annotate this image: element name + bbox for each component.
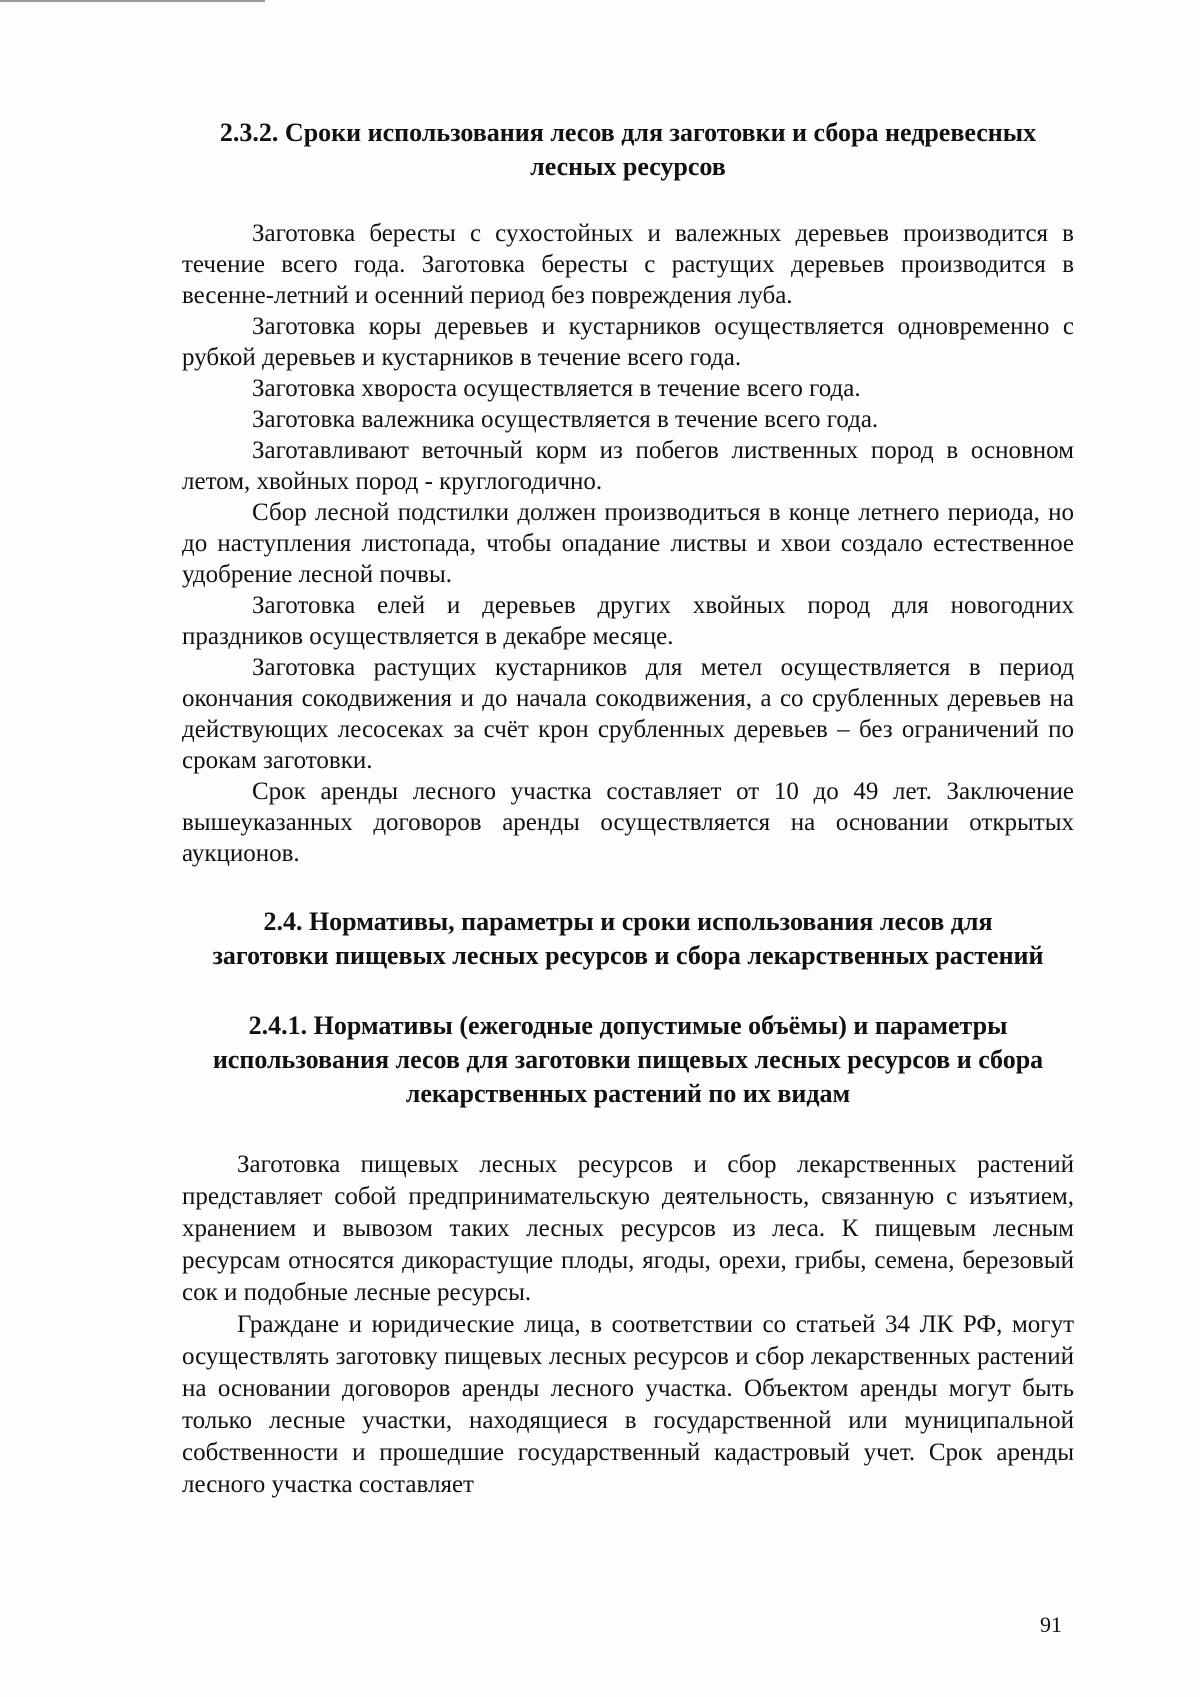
heading-2-4: 2.4. Нормативы, параметры и сроки использования лесов для заготовки пищевых лесных ресурсов и сбора лекарственных растений [212,907,1044,970]
paragraph: Граждане и юридические лица, в соответствии со статьей 34 ЛК РФ, могут осуществлять заготовку пищевых лесных ресурсов и сбор лекарственных растений на основании договоров аренды лесного участка. Объектом аренды могут быть только лесные участки, находящиеся в государственной или муниципальной собственности и прошедшие государственный кадастровый учет. Срок аренды лесного участка составляет [182,1311,1074,1498]
paragraph: Заготавливают веточный корм из побегов лиственных пород в основном летом, хвойных пород - круглогодично. [182,437,1074,495]
section-2-3-2-body [182,218,1074,869]
paragraph: Заготовка пищевых лесных ресурсов и сбор лекарственных растений представляет собой предпринимательскую деятельность, связанную с изъятием, хранением и вывозом таких лесных ресурсов из леса. К пищевым лесным ресурсам относятся дикорастущие плоды, ягоды, орехи, грибы, семена, березовый сок и подобные лесные ресурсы. [182,1151,1074,1306]
heading-2-4-1: 2.4.1. Нормативы (ежегодные допустимые объёмы) и параметры использования лесов для заготовки пищевых лесных ресурсов и сбора лекарственных растений по их видам [212,1011,1044,1108]
paragraph: Заготовка елей и деревьев других хвойных пород для новогодних праздников осуществляется в декабре месяце. [182,592,1074,650]
section-2-4-1-body [182,1149,1074,1501]
paragraph: Заготовка коры деревьев и кустарников осуществляется одновременно с рубкой деревьев и кустарников в течение всего года. [182,313,1074,371]
paragraph: Заготовка хвороста осуществляется в течение всего года. [252,375,861,402]
paragraph: Сбор лесной подстилки должен производиться в конце летнего периода, но до наступления листопада, чтобы опадание листвы и хвои создало естественное удобрение лесной почвы. [182,499,1074,588]
scan-edge-mark [0,0,265,2]
paragraph: Заготовка бересты с сухостойных и валежных деревьев производится в течение всего года. Заготовка бересты с растущих деревьев производится в весенне-летний и осенний период без повреждения луба. [182,220,1074,309]
heading-2-3-2: 2.3.2. Сроки использования лесов для заготовки и сбора недревесных лесных ресурсов [219,118,1037,181]
page-number: 91 [1040,1612,1062,1637]
paragraph: Срок аренды лесного участка составляет от 10 до 49 лет. Заключение вышеуказанных договоров аренды осуществляется на основании открытых аукционов. [182,778,1074,867]
paragraph: Заготовка растущих кустарников для метел осуществляется в период окончания сокодвижения и до начала сокодвижения, а со срубленных деревьев на действующих лесосеках за счёт крон срубленных деревьев – без ограничений по срокам заготовки. [182,654,1074,774]
page-content [182,110,1074,1501]
paragraph: Заготовка валежника осуществляется в течение всего года. [252,406,879,433]
